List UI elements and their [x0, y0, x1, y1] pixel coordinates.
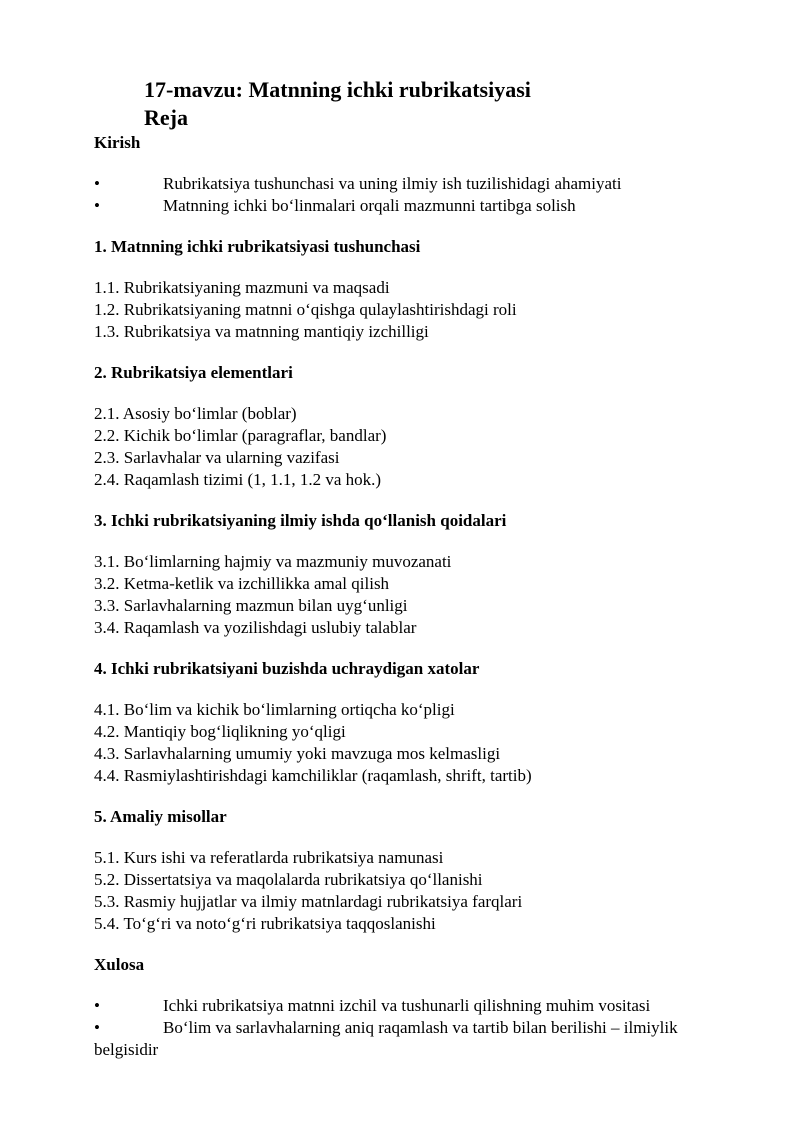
- list-item: 2.3. Sarlavhalar va ularning vazifasi: [94, 448, 340, 467]
- list-item: 2.4. Raqamlash tizimi (1, 1.1, 1.2 va hok.): [94, 470, 382, 489]
- list-item: 5.3. Rasmiy hujjatlar va ilmiy matnlardagi rubrikatsiya farqlari: [94, 892, 523, 911]
- intro-section: [94, 132, 734, 217]
- bullet-text: Rubrikatsiya tushunchasi va uning ilmiy ish tuzilishidagi ahamiyati: [163, 174, 622, 193]
- section-item-list: [94, 847, 734, 935]
- document-body: [94, 132, 734, 1061]
- section-heading: 5. Amaliy misollar: [94, 807, 227, 826]
- bullet-text: Bo‘lim va sarlavhalarning aniq raqamlash va tartib bilan berilishi – ilmiylik belgisidir: [94, 1018, 678, 1059]
- list-item: 3.3. Sarlavhalarning mazmun bilan uyg‘unligi: [94, 596, 408, 615]
- topic-title: 17-mavzu: Matnning ichki rubrikatsiyasi: [144, 77, 531, 102]
- section-item-list: [94, 277, 734, 343]
- bullet-icon: •: [94, 174, 100, 193]
- list-item: 3.2. Ketma-ketlik va izchillikka amal qilish: [94, 574, 390, 593]
- list-item: 4.1. Bo‘lim va kichik bo‘limlarning ortiqcha ko‘pligi: [94, 700, 455, 719]
- bullet-icon: •: [94, 1018, 100, 1037]
- section-heading: 1. Matnning ichki rubrikatsiyasi tushunchasi: [94, 237, 421, 256]
- section-2: [94, 362, 734, 491]
- conclusion-section: [94, 954, 734, 1061]
- list-item: 4.3. Sarlavhalarning umumiy yoki mavzuga mos kelmasligi: [94, 744, 501, 763]
- plan-title: Reja: [144, 105, 188, 130]
- list-item: [94, 1017, 734, 1061]
- list-item: 5.2. Dissertatsiya va maqolalarda rubrikatsiya qo‘llanishi: [94, 870, 483, 889]
- list-item: [94, 995, 734, 1017]
- list-item: 5.4. To‘g‘ri va noto‘g‘ri rubrikatsiya taqqoslanishi: [94, 914, 436, 933]
- list-item: 1.3. Rubrikatsiya va matnning mantiqiy izchilligi: [94, 322, 429, 341]
- section-heading: 2. Rubrikatsiya elementlari: [94, 363, 293, 382]
- section-4: [94, 658, 734, 787]
- conclusion-heading: Xulosa: [94, 955, 145, 974]
- document-title: [144, 76, 531, 132]
- section-item-list: [94, 699, 734, 787]
- bullet-text: Ichki rubrikatsiya matnni izchil va tushunarli qilishning muhim vositasi: [163, 996, 651, 1015]
- list-item: 2.2. Kichik bo‘limlar (paragraflar, bandlar): [94, 426, 387, 445]
- section-3: [94, 510, 734, 639]
- section-item-list: [94, 403, 734, 491]
- conclusion-bullet-list: [94, 995, 734, 1061]
- list-item: [94, 195, 734, 217]
- list-item: 5.1. Kurs ishi va referatlarda rubrikatsiya namunasi: [94, 848, 444, 867]
- section-heading: 4. Ichki rubrikatsiyani buzishda uchraydigan xatolar: [94, 659, 480, 678]
- list-item: 1.1. Rubrikatsiyaning mazmuni va maqsadi: [94, 278, 390, 297]
- list-item: 3.1. Bo‘limlarning hajmiy va mazmuniy muvozanati: [94, 552, 452, 571]
- bullet-icon: •: [94, 196, 100, 215]
- list-item: 4.2. Mantiqiy bog‘liqlikning yo‘qligi: [94, 722, 346, 741]
- list-item: 1.2. Rubrikatsiyaning matnni o‘qishga qulaylashtirishdagi roli: [94, 300, 517, 319]
- intro-bullet-list: [94, 173, 734, 217]
- section-heading: 3. Ichki rubrikatsiyaning ilmiy ishda qo‘llanish qoidalari: [94, 511, 507, 530]
- section-5: [94, 806, 734, 935]
- section-1: [94, 236, 734, 343]
- intro-heading: Kirish: [94, 133, 141, 152]
- list-item: 3.4. Raqamlash va yozilishdagi uslubiy talablar: [94, 618, 417, 637]
- list-item: 2.1. Asosiy bo‘limlar (boblar): [94, 404, 297, 423]
- bullet-icon: •: [94, 996, 100, 1015]
- section-item-list: [94, 551, 734, 639]
- bullet-text: Matnning ichki bo‘linmalari orqali mazmunni tartibga solish: [163, 196, 576, 215]
- list-item: 4.4. Rasmiylashtirishdagi kamchiliklar (raqamlash, shrift, tartib): [94, 766, 532, 785]
- list-item: [94, 173, 734, 195]
